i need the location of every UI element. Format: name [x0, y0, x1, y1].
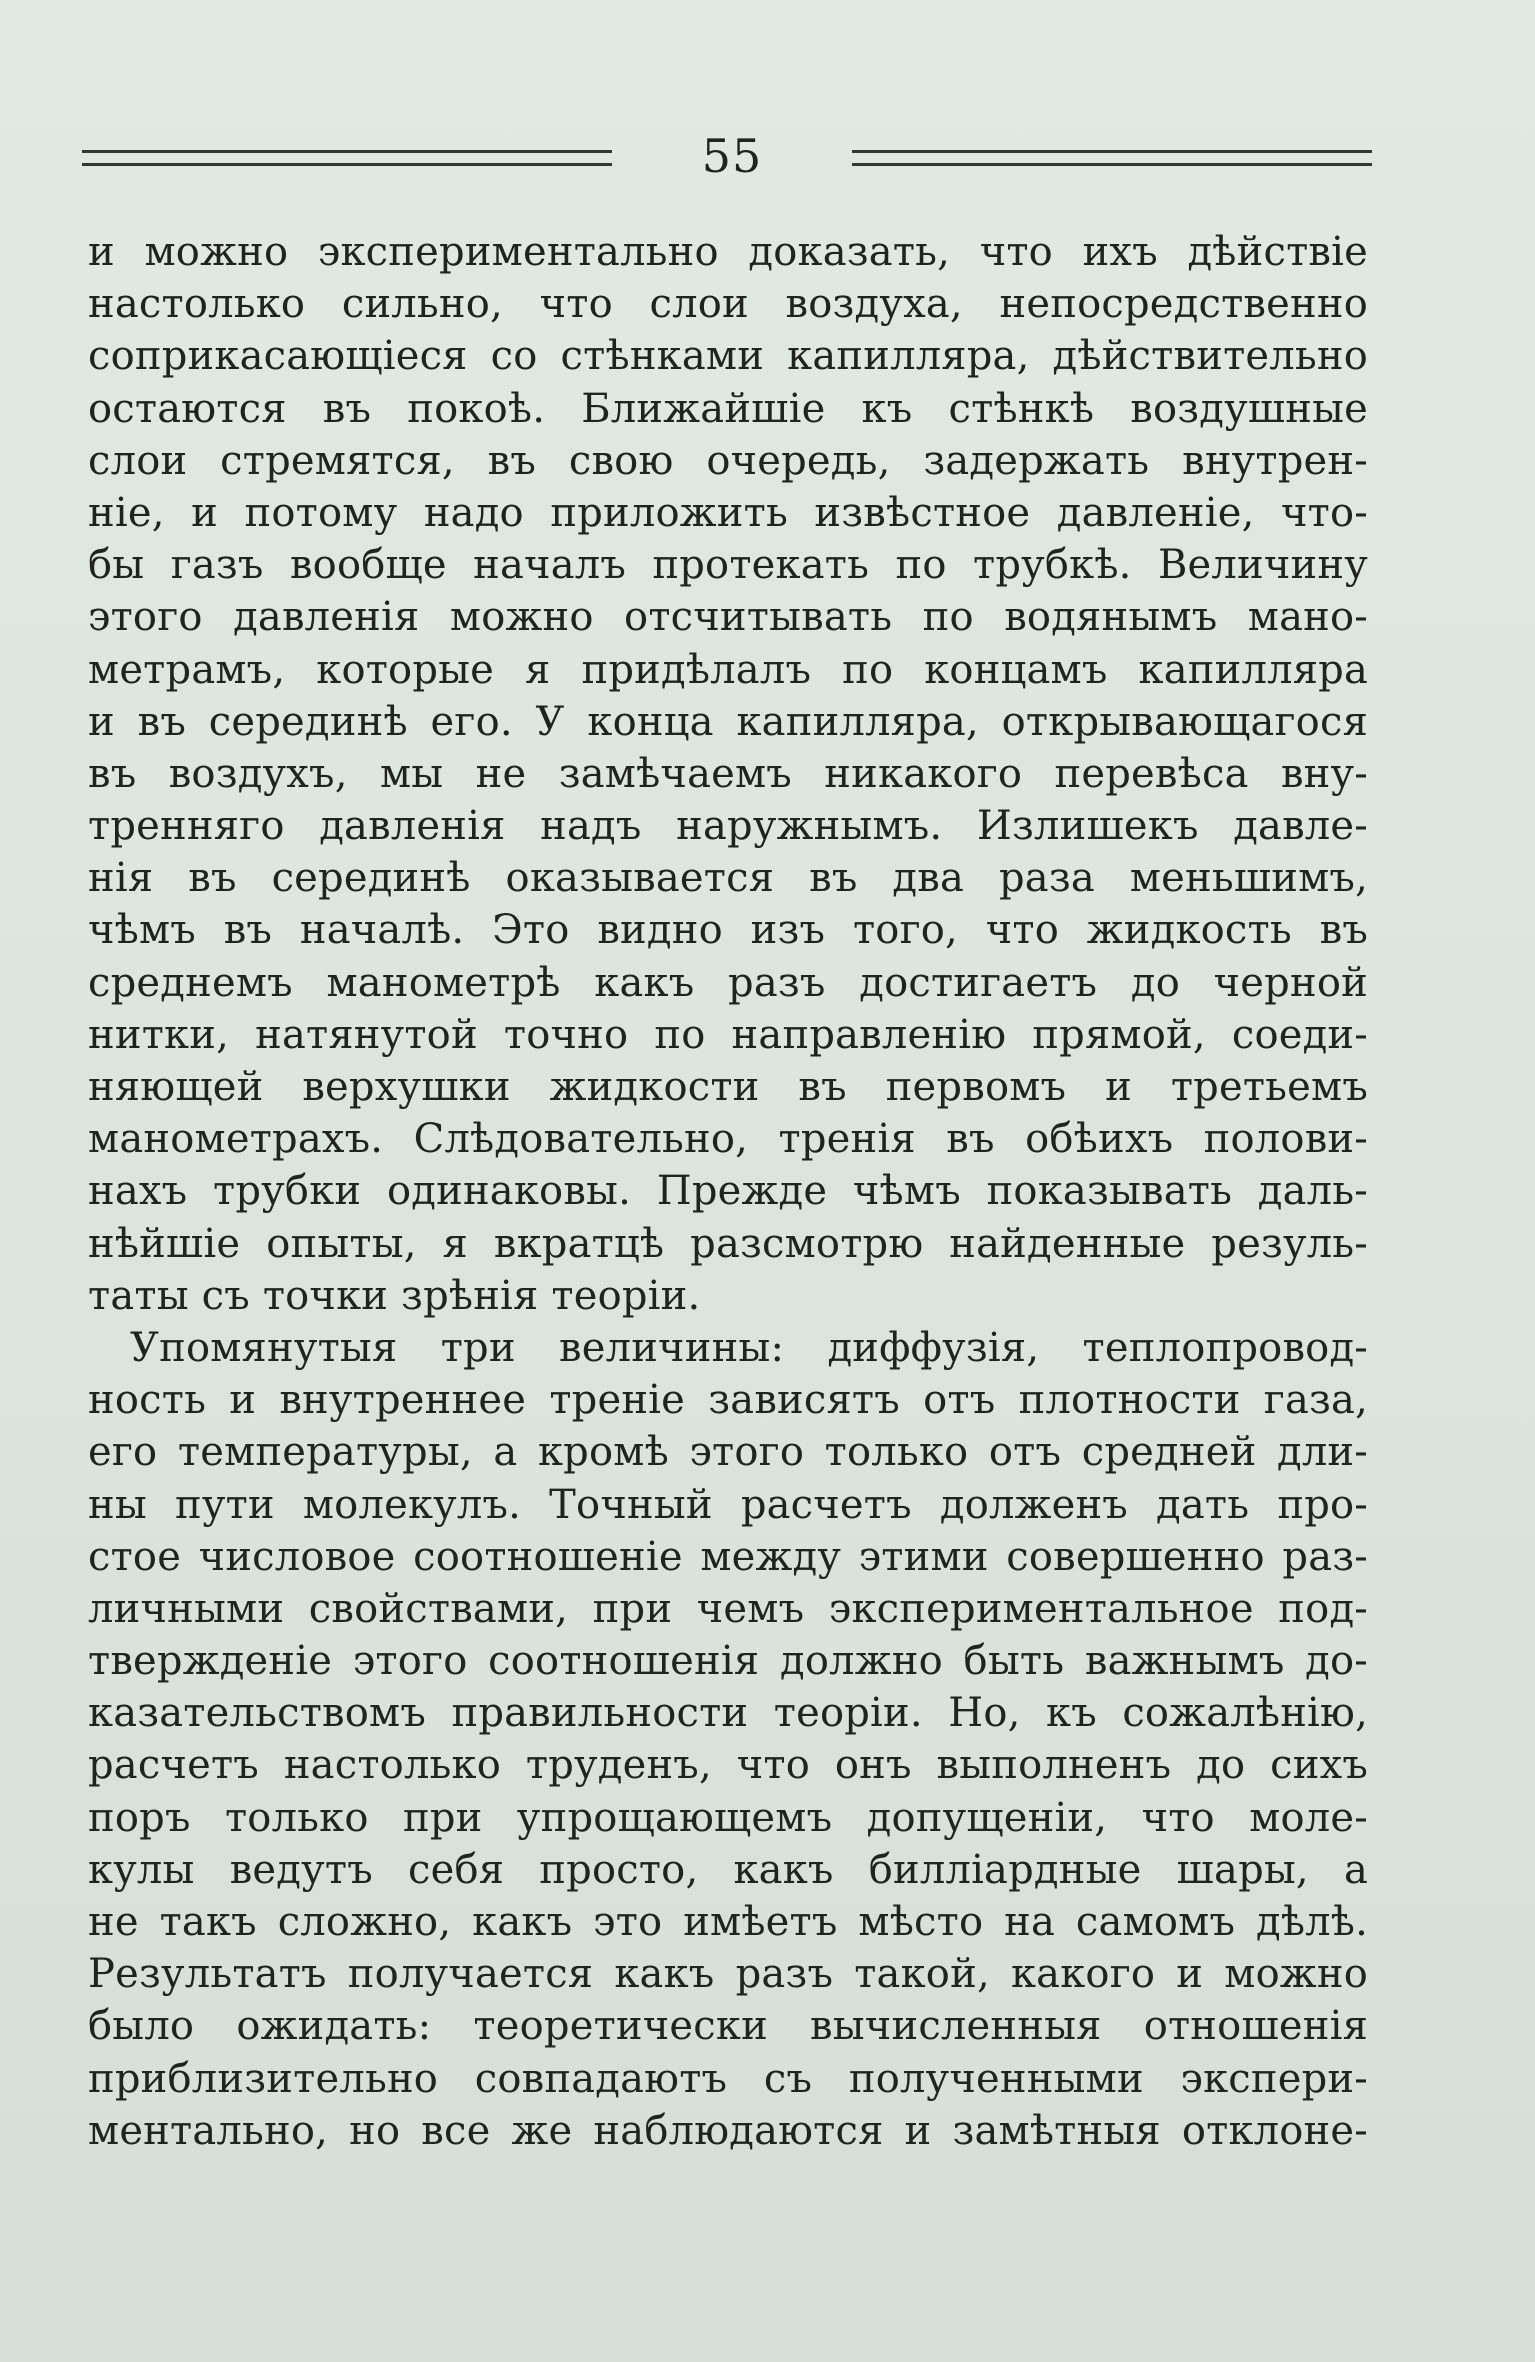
paragraph-1	[88, 226, 1368, 1322]
text-line: приблизительно совпадаютъ съ полученными экспери-	[88, 2055, 1368, 2102]
text-line: среднемъ манометрѣ какъ разъ достигаетъ до черной	[88, 959, 1368, 1006]
text-line: кулы ведутъ себя просто, какъ билліардные шары, а	[88, 1846, 1368, 1893]
text-line: Упомянутыя три величины: диффузія, теплопровод-	[130, 1324, 1368, 1371]
text-line: метрамъ, которые я придѣлалъ по концамъ капилляра	[88, 646, 1368, 693]
text-line: и въ серединѣ его. У конца капилляра, открывающагося	[88, 698, 1368, 745]
text-line: въ воздухъ, мы не замѣчаемъ никакого перевѣса вну-	[88, 750, 1368, 797]
page-number: 55	[701, 129, 763, 183]
text-line: нія въ серединѣ оказывается въ два раза меньшимъ,	[88, 855, 1368, 902]
paragraph-2	[88, 1322, 1368, 2157]
text-line: казательствомъ правильности теоріи. Но, къ сожалѣнію,	[88, 1690, 1368, 1737]
text-line: няющей верхушки жидкости въ первомъ и третьемъ	[88, 1064, 1368, 1110]
text-line: таты съ точки зрѣнія теоріи.	[88, 1272, 701, 1319]
text-line: ны пути молекулъ. Точный расчетъ долженъ дать про-	[88, 1481, 1368, 1528]
text-line: ніе, и потому надо приложить извѣстное давленіе, что-	[88, 489, 1368, 536]
text-line: чѣмъ въ началѣ. Это видно изъ того, что жидкость въ	[88, 907, 1368, 954]
page-body	[88, 226, 1368, 2157]
text-line: и можно экспериментально доказать, что ихъ дѣйствіе	[88, 229, 1368, 275]
text-line: соприкасающіеся со стѣнками капилляра, дѣйствительно	[88, 333, 1368, 380]
text-line: нитки, натянутой точно по направленію прямой, соеди-	[88, 1011, 1368, 1058]
text-line: тренняго давленія надъ наружнымъ. Излишекъ давле-	[88, 803, 1368, 850]
text-line: остаются въ покоѣ. Ближайшіе къ стѣнкѣ воздушные	[88, 385, 1368, 432]
text-line: нахъ трубки одинаковы. Прежде чѣмъ показывать даль-	[88, 1168, 1368, 1215]
header-rule-right	[852, 150, 1372, 166]
text-line: его температуры, а кромѣ этого только отъ средней дли-	[88, 1429, 1368, 1476]
page-header	[82, 128, 1372, 188]
text-line: личными свойствами, при чемъ экспериментальное под-	[88, 1585, 1368, 1632]
text-line: стое числовое соотношеніе между этими совершенно раз-	[88, 1533, 1368, 1580]
text-line: Результатъ получается какъ разъ такой, какого и можно	[88, 1951, 1368, 1998]
text-line: поръ только при упрощающемъ допущеніи, что моле-	[88, 1794, 1368, 1841]
text-line: настолько сильно, что слои воздуха, непосредственно	[88, 281, 1368, 328]
text-line: слои стремятся, въ свою очередь, задержать внутрен-	[88, 437, 1368, 484]
text-line: твержденіе этого соотношенія должно быть важнымъ до-	[88, 1638, 1368, 1685]
text-line: манометрахъ. Слѣдовательно, тренія въ обѣихъ полови-	[88, 1116, 1368, 1163]
text-line: нѣйшіе опыты, я вкратцѣ разсмотрю найденные резуль-	[88, 1220, 1368, 1267]
text-line: этого давленія можно отсчитывать по водянымъ мано-	[88, 594, 1368, 641]
text-line: было ожидать: теоретически вычисленныя отношенія	[88, 2003, 1368, 2050]
text-line: бы газъ вообще началъ протекать по трубкѣ. Величину	[88, 542, 1368, 589]
text-line: ность и внутреннее треніе зависятъ отъ плотности газа,	[88, 1377, 1368, 1424]
text-line: ментально, но все же наблюдаются и замѣтныя отклоне-	[88, 2107, 1368, 2154]
text-line: не такъ сложно, какъ это имѣетъ мѣсто на самомъ дѣлѣ.	[88, 1899, 1368, 1945]
text-line: расчетъ настолько труденъ, что онъ выполненъ до сихъ	[88, 1742, 1368, 1789]
header-rule-left	[82, 150, 612, 166]
